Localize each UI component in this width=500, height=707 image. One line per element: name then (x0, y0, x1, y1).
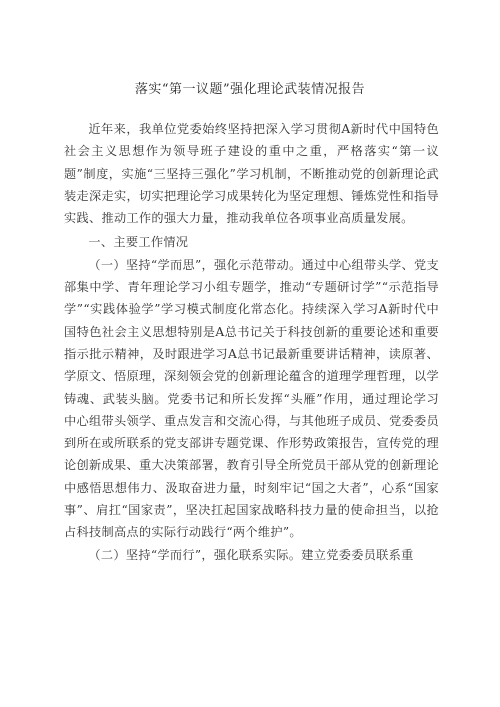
intro-paragraph: 近年来，我单位党委始终坚持把深入学习贯彻A新时代中国特色社会主义思想作为领导班子建设的重中之重，严格落实“第一议题”制度，实施“三坚持三强化”学习机制，不断推动党的创新理论武装走深走实，切实把理论学习成果转化为坚定理想、锤炼党性和指导实践、推动工作的强大力量，推动我单位各项事业高质量发展。 (64, 122, 439, 226)
section-heading: 一、主要工作情况 (88, 235, 189, 250)
document-body (64, 118, 439, 566)
document-title: 落实“第一议题”强化理论武装情况报告 (134, 82, 366, 97)
paragraph-study-and-act: （二）坚持“学而行”，强化联系实际。建立党委委员联系重 (88, 547, 414, 562)
paragraph-study-and-think: （一）坚持“学而思”，强化示范带动。通过中心组带头学、党支部集中学、青年理论学习小组专题学，推动“专题研讨学”“示范指导学”“实践体验学”学习模式制度化常态化。持续深入学习A新时代中国特色社会主义思想特别是A总书记关于科技创新的重要论述和重要指示批示精神，及时跟进学习A总书记最新重要讲话精神，读原著、学原文、悟原理，深刻领会党的创新理论蕴含的道理学理哲理，以学铸魂、武装头脑。党委书记和所长发挥“头雁”作用，通过理论学习中心组带头领学、重点发言和交流心得，与其他班子成员、党委委员到所在或所联系的党支部讲专题党课、作形势政策报告，宣传党的理论创新成果、重大决策部署，教育引导全所党员干部从党的创新理论中感悟思想伟力、汲取奋进力量，时刻牢记“国之大者”，心系“国家事”、肩扛“国家责”，坚决扛起国家战略科技力量的使命担当，以抢占科技制高点的实际行动践行“两个维护”。 (64, 257, 439, 540)
